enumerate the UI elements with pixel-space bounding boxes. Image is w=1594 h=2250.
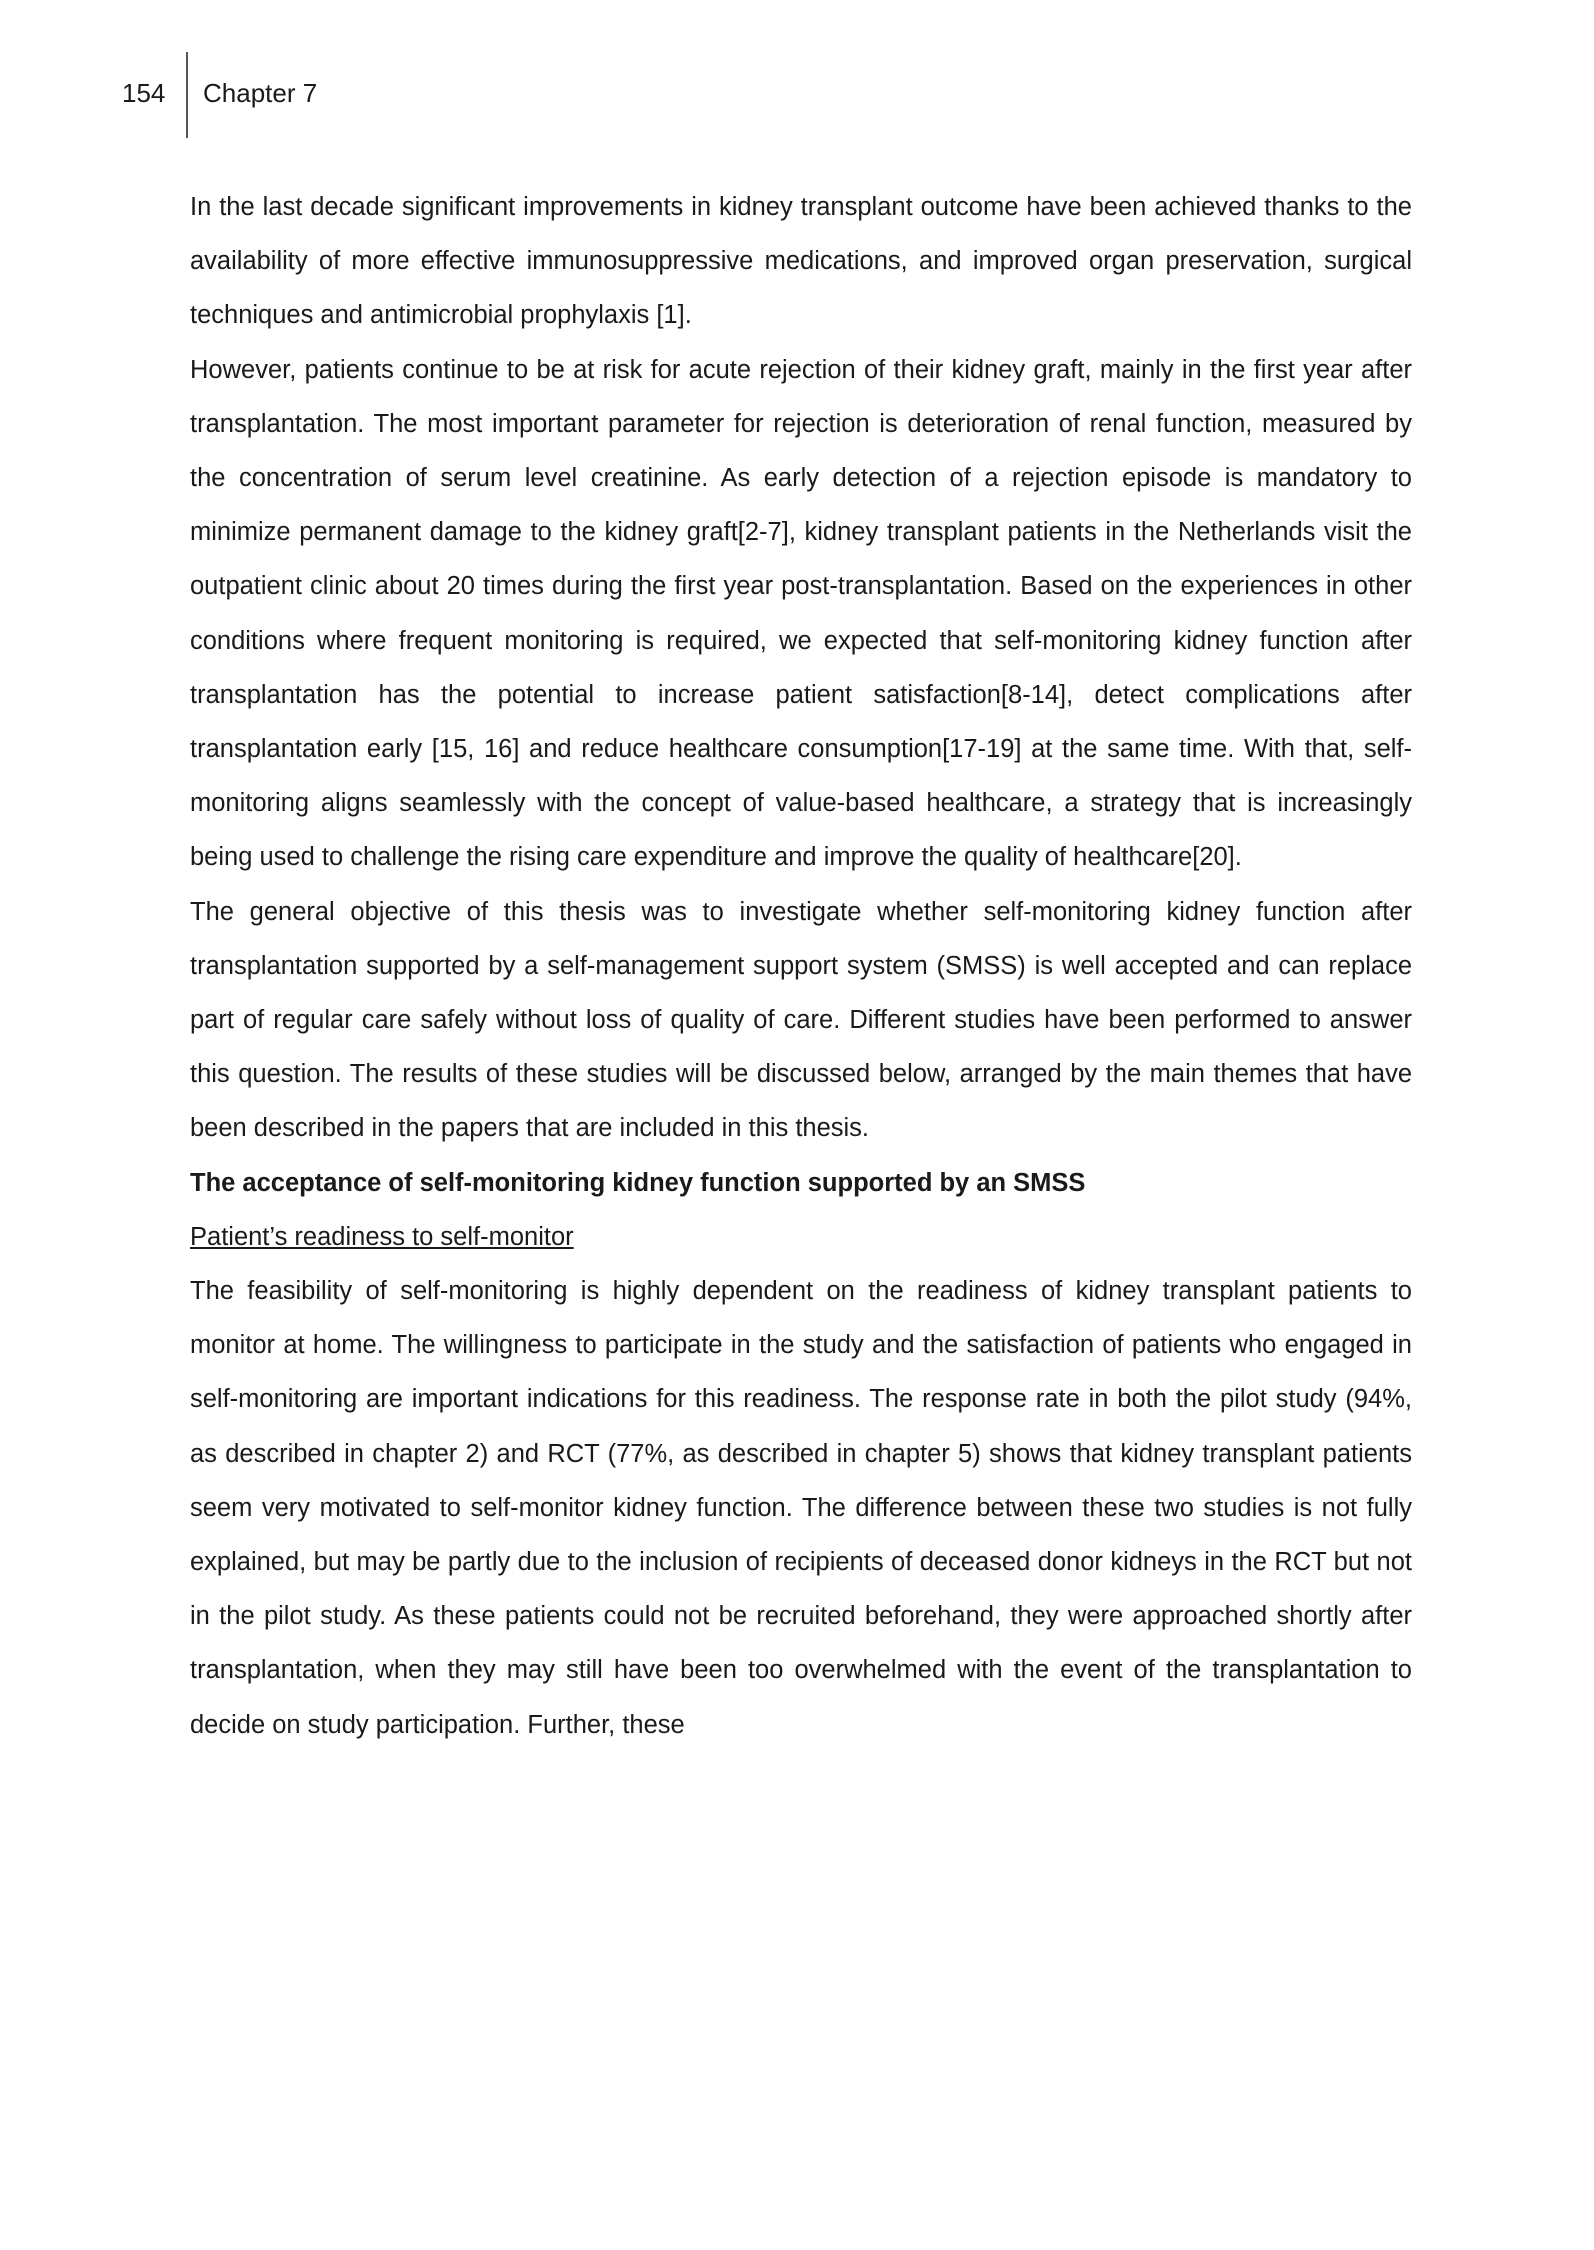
chapter-label: Chapter 7 (203, 78, 318, 108)
paragraph-intro: In the last decade significant improvements in kidney transplant outcome have been achieved thanks to the availability of more effective immunosuppressive medications, and improved organ preservation, surgical techniques and antimicrobial prophylaxis [1]. (190, 193, 1412, 330)
header-divider (186, 52, 188, 138)
body-text (190, 180, 1412, 1752)
paragraph-objective: The general objective of this thesis was to investigate whether self-monitoring kidney function after transplantation supported by a self-management support system (SMSS) is well accepted and can replace part of regular care safely without loss of quality of care. Different studies have been performed to answer this question. The results of these studies will be discussed below, arranged by the main themes that have been described in the papers that are included in this thesis. (190, 897, 1412, 1143)
section-heading: The acceptance of self-monitoring kidney function supported by an SMSS (190, 1168, 1086, 1197)
paragraph-readiness: The feasibility of self-monitoring is highly dependent on the readiness of kidney transplant patients to monitor at home. The willingness to participate in the study and the satisfaction of patients who engaged in self-monitoring are important indications for this readiness. The response rate in both the pilot study (94%, as described in chapter 2) and RCT (77%, as described in chapter 5) shows that kidney transplant patients seem very motivated to self-monitor kidney function. The difference between these two studies is not fully explained, but may be partly due to the inclusion of recipients of deceased donor kidneys in the RCT but not in the pilot study. As these patients could not be recruited beforehand, they were approached shortly after transplantation, when they may still have been too overwhelmed with the event of the transplantation to decide on study participation. Further, these (190, 1277, 1412, 1739)
page-number: 154 (122, 78, 166, 108)
subsection-heading: Patient’s readiness to self-monitor (190, 1222, 574, 1251)
paragraph-rejection: However, patients continue to be at risk for acute rejection of their kidney graft, mainly in the first year after transplantation. The most important parameter for rejection is deterioration of renal function, measured by the concentration of serum level creatinine. As early detection of a rejection episode is mandatory to minimize permanent damage to the kidney graft[2-7], kidney transplant patients in the Netherlands visit the outpatient clinic about 20 times during the first year post-transplantation. Based on the experiences in other conditions where frequent monitoring is required, we expected that self-monitoring kidney function after transplantation has the potential to increase patient satisfaction[8-14], detect complications after transplantation early [15, 16] and reduce healthcare consumption[17-19] at the same time. With that, self-monitoring aligns seamlessly with the concept of value-based healthcare, a strategy that is increasingly being used to challenge the rising care expenditure and improve the quality of healthcare[20]. (190, 355, 1412, 872)
running-header (0, 52, 600, 140)
